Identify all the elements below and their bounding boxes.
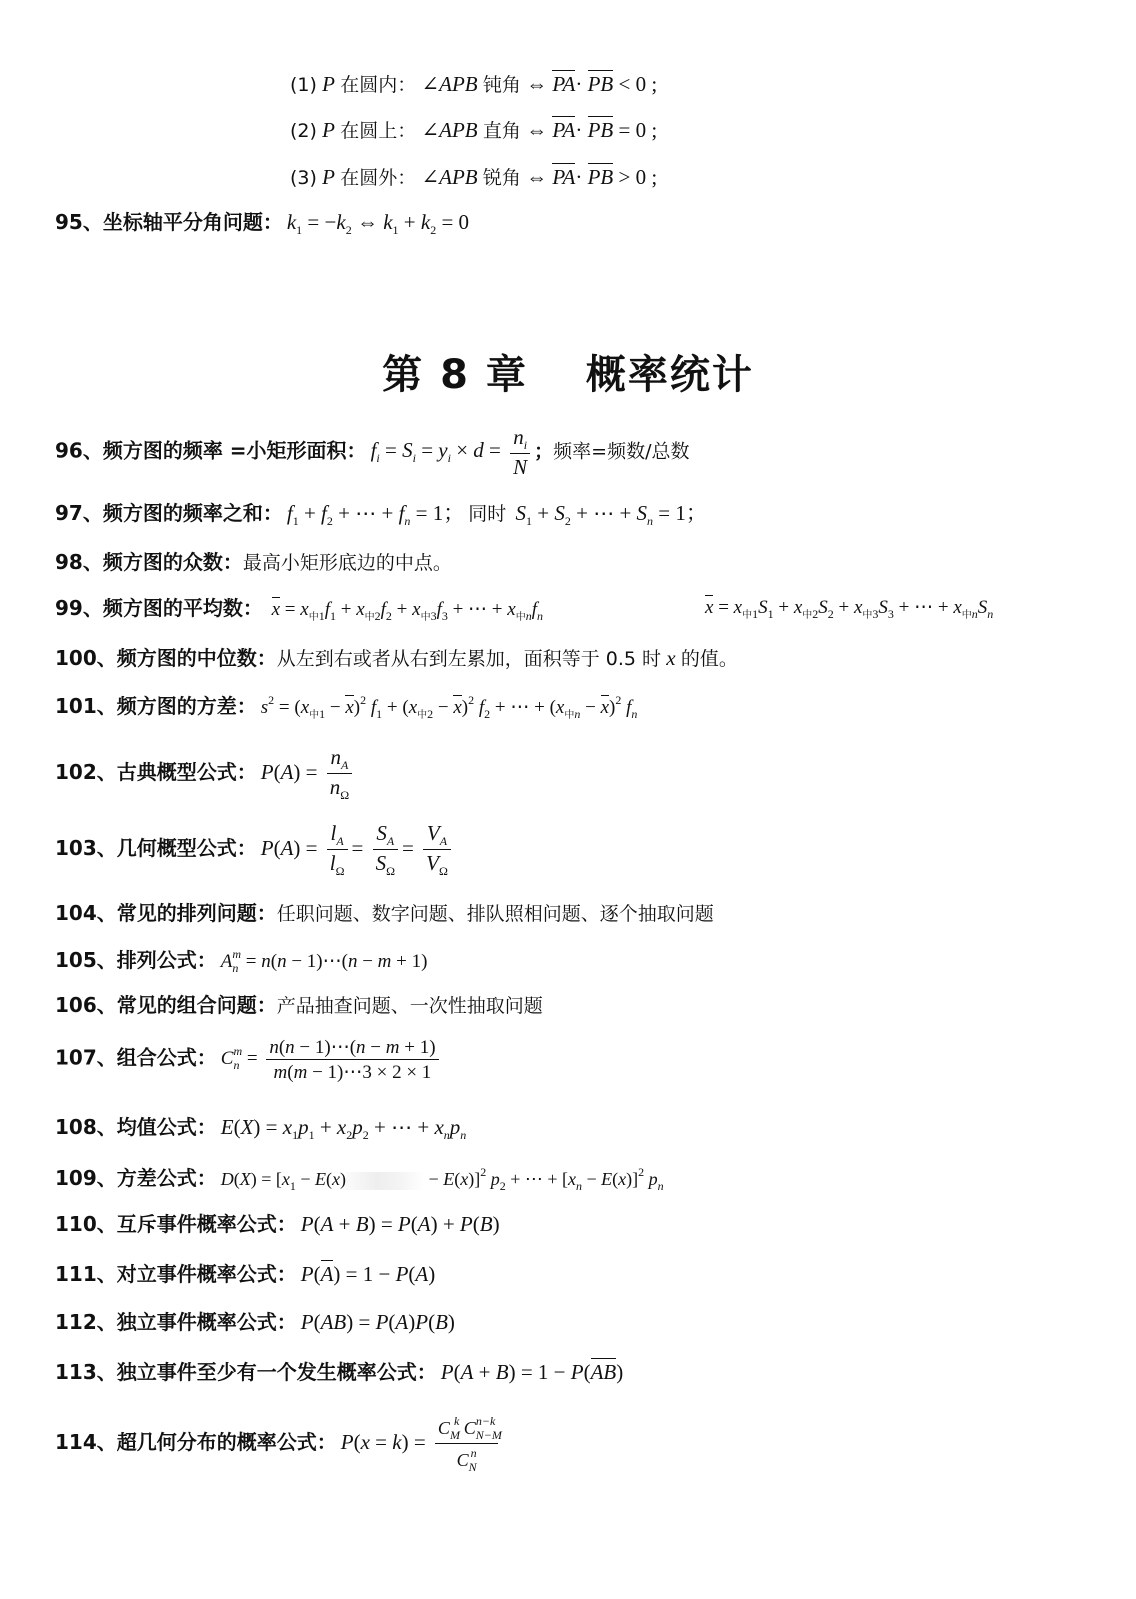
item-label: 104、常见的排列问题： [55, 901, 277, 925]
item-label: 109、方差公式： [55, 1166, 217, 1190]
item-label: 100、频方图的中位数： [55, 646, 277, 670]
item-text: 最高小矩形底边的中点。 [242, 552, 452, 574]
angle-type: 锐角 [482, 167, 521, 189]
formula: $k_1 = -k_2$ ⇔ $k_1 + k_2 = 0$ [286, 210, 470, 237]
item-label: 113、独立事件至少有一个发生概率公式： [55, 1360, 437, 1384]
item-96: 96、频方图的频率 =小矩形面积： $f_i = S_i = y_i \times d$ = $\frac{n_i}{N}$ ；频率=频数/总数 [55, 425, 690, 479]
item-97 [55, 503, 707, 527]
item-108 [55, 1117, 466, 1141]
case-inside-circle: (1) P 在圆内： ∠APB 钝角 ⇔ PA· PB < 0 ; [290, 72, 658, 96]
relation: = 0 ; [618, 118, 658, 142]
case-label: (2) [290, 120, 317, 142]
formula: $A_n^m = n(n$ − 1)⋯(n − m + 1) [220, 947, 428, 975]
item-label: 99、频方图的平均数： [55, 596, 263, 620]
chapter-name: 概率统计 [585, 352, 754, 398]
item-note: 频率=频数/总数 [553, 440, 690, 463]
case-label: (3) [290, 167, 317, 189]
case-text: 在圆上： [340, 120, 417, 142]
item-label: 107、组合公式： [55, 1045, 217, 1070]
item-label: 95、坐标轴平分角问题： [55, 210, 283, 234]
item-99 [55, 598, 543, 623]
case-text: 在圆外： [340, 167, 417, 189]
formula: P(A) = 1 − P(A) [300, 1262, 436, 1286]
item-99-formula-2: $x = x_{中1}S_1 + x_{中2}S_2 + x_{中3}S_3$ + ⋯ + $x_{中n}S_n$ [705, 597, 994, 621]
item-label: 97、频方图的频率之和： [55, 501, 283, 525]
formula: P(AB) = P(A)P(B) [300, 1310, 455, 1334]
formula: $E(X) = x_1p_1 + x_2p_2$ + ⋯ + $x_np_n$ [220, 1115, 467, 1142]
item-109 [55, 1166, 664, 1192]
angle-type: 钝角 [482, 74, 521, 96]
formula: $s^2 = (x_{中1} - x)^2$ $f_1 + (x_{中2} - x)^2$ $f_2$ + ⋯ + $(x_{中n} - x)^2$ $f_n$ [260, 693, 638, 721]
item-label: 103、几何概型公式： [55, 835, 257, 860]
relation: < 0 ; [618, 72, 658, 96]
item-105 [55, 948, 427, 974]
item-101 [55, 694, 637, 721]
item-112 [55, 1312, 455, 1333]
case-on-circle: (2) P 在圆上： ∠APB 直角 ⇔ PA· PB = 0 ; [290, 118, 658, 142]
item-100: 100、频方图的中位数：从左到右或者从右到左累加，面积等于 0.5 时 x 的值。 [55, 646, 738, 670]
case-text: 在圆内： [340, 74, 417, 96]
item-103 [55, 823, 455, 877]
item-label: 111、对立事件概率公式： [55, 1262, 297, 1286]
formula: P(x = k) = $\frac{C_M^k C_{N-M}^{n-k}}{C_N^n}$ [340, 1414, 502, 1474]
item-label: 106、常见的组合问题： [55, 993, 277, 1017]
case-outside-circle: (3) P 在圆外： ∠APB 锐角 ⇔ PA· PB > 0 ; [290, 165, 658, 189]
formula: P(A + B) = P(A) + P(B) [300, 1212, 500, 1236]
formula: $f_1 + f_2$ + ⋯ + $f_n = 1$； [286, 501, 465, 528]
formula: P(A) = $\frac{l_A}{l_\Omega}$ = $\frac{S_A}{S_\Omega}$ = $\frac{V_A}{V_\Omega}$ [261, 836, 455, 860]
item-110 [55, 1214, 500, 1235]
item-114 [55, 1415, 502, 1473]
item-mid-text: 同时 [468, 503, 507, 525]
item-text-end: 的值。 [680, 648, 738, 670]
angle-type: 直角 [482, 120, 521, 142]
item-label: 108、均值公式： [55, 1115, 217, 1139]
case-label: (1) [290, 74, 317, 96]
formula: P(A + B) = 1 − P(AB) [440, 1360, 624, 1384]
item-label: 101、频方图的方差： [55, 694, 257, 718]
item-label: 112、独立事件概率公式： [55, 1310, 297, 1334]
formula: $x = x_{中1}f_1 + x_{中2}f_2 + x_{中3}f_3$ + ⋯ + $x_{中n}f_n$ [271, 599, 543, 623]
item-label: 105、排列公式： [55, 948, 217, 972]
item-102 [55, 747, 356, 801]
formula: $f_i = S_i = y_i \times d$ = $\frac{n_i}{N}$ [371, 438, 535, 462]
item-104 [55, 903, 714, 924]
item-107 [55, 1038, 443, 1082]
relation: > 0 ; [618, 165, 658, 189]
item-113 [55, 1362, 623, 1383]
formula: $D(X) = [x_1 - E(x) - E(x)]^2$ $p_2$ + ⋯ + $[x_n - E(x)]^2$ $p_n$ [220, 1165, 664, 1193]
item-label: 96、频方图的频率 =小矩形面积： [55, 438, 367, 463]
item-label: 102、古典概型公式： [55, 759, 257, 784]
chapter-number: 第 8 章 [382, 352, 528, 398]
item-111 [55, 1264, 435, 1285]
item-95 [55, 212, 469, 236]
item-label: 98、频方图的众数： [55, 550, 243, 574]
item-98 [55, 552, 452, 573]
formula: P(A) = $\frac{n_A}{n_\Omega}$ [261, 760, 356, 784]
chapter-title [0, 343, 1136, 400]
item-text: 任职问题、数字问题、排队照相问题、逐个抽取问题 [276, 903, 714, 925]
formula: $C_n^m$ = $\frac{n(n - 1)\cdots(n - m + 1)}{m(m - 1)\cdots 3 \times 2 \times 1}$ [221, 1048, 443, 1069]
item-106 [55, 995, 543, 1016]
item-text: 产品抽查问题、一次性抽取问题 [276, 995, 543, 1017]
item-text: 从左到右或者从右到左累加，面积等于 0.5 时 [276, 648, 662, 670]
item-label: 114、超几何分布的概率公式： [55, 1429, 337, 1454]
item-label: 110、互斥事件概率公式： [55, 1212, 297, 1236]
formula-2: $S_1 + S_2$ + ⋯ + $S_n = 1$； [515, 501, 707, 528]
obscured-region [346, 1172, 424, 1190]
